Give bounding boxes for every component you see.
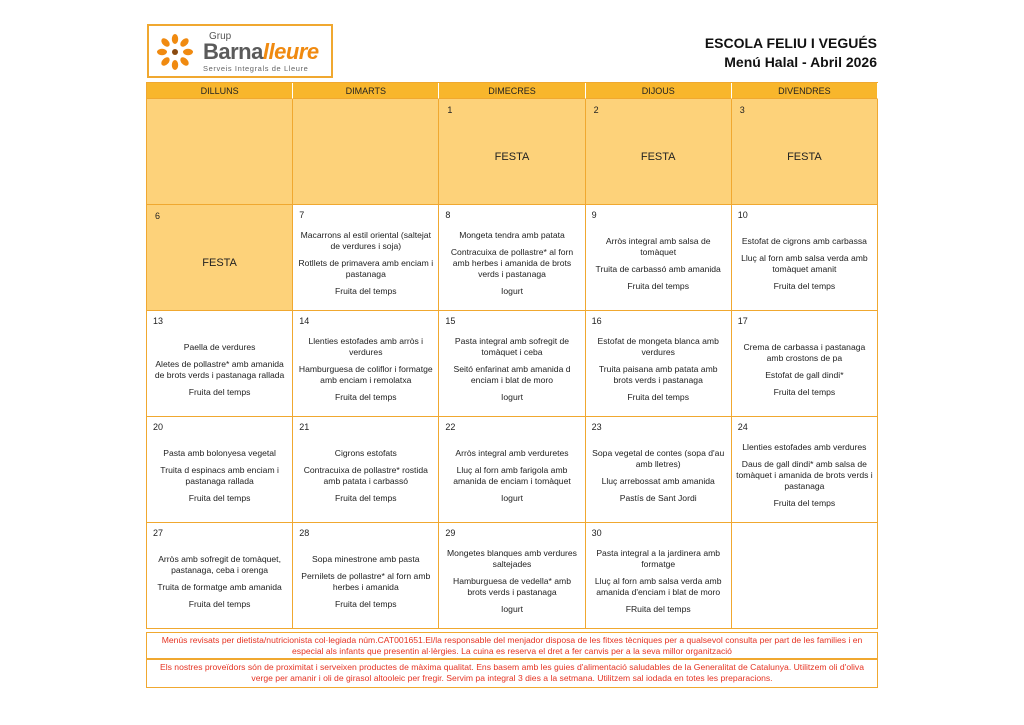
day-header: DIMARTS bbox=[293, 83, 439, 99]
school-name: ESCOLA FELIU I VEGUÉS bbox=[704, 35, 877, 51]
menu-dish: Fruita del temps bbox=[773, 280, 836, 291]
menu-dish: Fruita del temps bbox=[188, 598, 251, 609]
logo-tagline: Serveis Integrals de Lleure bbox=[203, 64, 309, 73]
day-header: DIMECRES bbox=[439, 83, 585, 99]
menu-day-cell bbox=[586, 417, 732, 523]
day-number: 16 bbox=[591, 316, 602, 326]
menu-day-cell bbox=[293, 205, 439, 311]
menu-day-cell bbox=[147, 311, 293, 417]
day-number: 7 bbox=[299, 210, 305, 220]
menu-dish: Pasta amb bolonyesa vegetal bbox=[163, 447, 276, 458]
day-number: 28 bbox=[299, 528, 310, 538]
menu-calendar bbox=[146, 82, 878, 629]
menu-dish: Estofat de cigrons amb carbassa bbox=[741, 235, 867, 246]
holiday-cell bbox=[293, 99, 439, 205]
menu-dish: Contracuixa de pollastre* al forn amb herbes i amanida de brots verds i pastanaga bbox=[450, 247, 574, 279]
holiday-cell bbox=[147, 205, 293, 311]
menu-dish: Lluç arrebossat amb amanida bbox=[601, 475, 715, 486]
menu-dish: Hamburguesa de coliflor i formatge amb enciam i remolatxa bbox=[298, 364, 433, 385]
menu-dish: Mongetes blanques amb verdures saltejades bbox=[447, 548, 577, 569]
day-number: 22 bbox=[445, 422, 456, 432]
menu-dish: Mongeta tendra amb patata bbox=[459, 230, 565, 240]
menu-dish: Truita de formatge amb amanida bbox=[157, 581, 282, 592]
menu-dish: Truita paisana amb patata amb brots verds i pastanaga bbox=[598, 364, 718, 385]
menu-dish: Fruita del temps bbox=[627, 392, 689, 402]
menu-day-cell bbox=[439, 311, 585, 417]
menu-dish: Iogurt bbox=[501, 286, 523, 296]
flower-logo-icon bbox=[155, 32, 195, 72]
day-number: 14 bbox=[299, 316, 310, 326]
day-number: 24 bbox=[737, 422, 748, 432]
day-number: 17 bbox=[737, 316, 748, 326]
menu-day-cell bbox=[732, 205, 878, 311]
holiday-cell bbox=[439, 99, 585, 205]
menu-day-cell bbox=[586, 311, 732, 417]
menu-day-cell bbox=[293, 311, 439, 417]
menu-dish: Seitó enfarinat amb amanida d enciam i blat de moro bbox=[453, 364, 571, 385]
menu-dish: Fruita del temps bbox=[334, 492, 397, 503]
menu-day-cell bbox=[293, 523, 439, 629]
day-header: DIVENDRES bbox=[732, 83, 878, 99]
menu-dish: Cigrons estofats bbox=[334, 447, 397, 458]
day-number: 8 bbox=[445, 210, 451, 220]
day-header: DILLUNS bbox=[147, 83, 293, 99]
menu-dish: Arròs amb sofregit de tomàquet, pastanaga, ceba i orenga bbox=[158, 553, 281, 575]
day-number: 23 bbox=[591, 422, 602, 432]
menu-dish: Lluç al forn amb salsa verda amb amanida d'enciam i blat de moro bbox=[594, 576, 722, 597]
menu-dish: Fruita del temps bbox=[773, 498, 836, 508]
menu-day-cell bbox=[439, 417, 585, 523]
holiday-cell bbox=[586, 99, 732, 205]
menu-dish: Daus de gall dindi* amb salsa de tomàquet i amanida de brots verds i pastanaga bbox=[736, 459, 873, 491]
menu-day-cell bbox=[732, 311, 878, 417]
day-number: 29 bbox=[445, 528, 456, 538]
day-number: 9 bbox=[591, 210, 597, 220]
menu-dish: Fruita del temps bbox=[773, 386, 836, 397]
menu-day-cell bbox=[732, 523, 878, 629]
day-number: 2 bbox=[593, 105, 599, 115]
day-header: DIJOUS bbox=[586, 83, 732, 99]
menu-dish: Lluç al forn amb salsa verda amb tomàquet amanit bbox=[741, 252, 868, 274]
logo-grup-text: Grup bbox=[209, 31, 232, 42]
company-logo bbox=[147, 24, 333, 78]
menu-dish: Pastís de Sant Jordi bbox=[619, 492, 697, 503]
school-header bbox=[705, 34, 877, 72]
menu-day-cell bbox=[586, 523, 732, 629]
menu-dish: Fruita del temps bbox=[188, 492, 251, 503]
day-number: 10 bbox=[737, 210, 748, 220]
menu-dish: Hamburguesa de vedella* amb brots verds i pastanaga bbox=[452, 576, 571, 597]
menu-dish: Macarrons al estil oriental (saltejat de verdures i soja) bbox=[300, 230, 431, 251]
menu-dish: Pasta integral a la jardinera amb formatge bbox=[596, 548, 721, 569]
menu-dish: Fruita del temps bbox=[334, 286, 397, 296]
day-number: 3 bbox=[739, 105, 745, 115]
menu-dish: Estofat de gall dindi* bbox=[765, 369, 844, 380]
menu-dish: Truita de carbassó amb amanida bbox=[595, 263, 721, 274]
menu-dish: Sopa minestrone amb pasta bbox=[312, 553, 420, 564]
day-number: 30 bbox=[591, 528, 602, 538]
festa-label: FESTA bbox=[787, 151, 822, 163]
holiday-cell bbox=[732, 99, 878, 205]
menu-dish: Estofat de mongeta blanca amb verdures bbox=[597, 336, 719, 357]
menu-dish: Crema de carbassa i pastanaga amb crostons de pa bbox=[743, 341, 866, 363]
menu-day-cell bbox=[439, 205, 585, 311]
menu-day-cell bbox=[147, 417, 293, 523]
menu-day-cell bbox=[293, 417, 439, 523]
menu-dish: Iogurt bbox=[501, 392, 523, 402]
menu-dish: Lluç al forn amb farigola amb amanida de enciam i tomàquet bbox=[453, 464, 571, 486]
day-number: 1 bbox=[447, 105, 453, 115]
menu-dish: Llenties estofades amb arròs i verdures bbox=[308, 336, 424, 357]
menu-dish: Fruita del temps bbox=[334, 392, 397, 402]
day-number: 13 bbox=[153, 316, 164, 326]
menu-dish: Fruita del temps bbox=[188, 386, 251, 397]
menu-dish: Pasta integral amb sofregit de tomàquet i ceba bbox=[454, 336, 570, 357]
day-number: 6 bbox=[155, 211, 161, 221]
festa-label: FESTA bbox=[640, 151, 676, 163]
menu-day-cell bbox=[586, 205, 732, 311]
day-number: 21 bbox=[299, 422, 310, 432]
menu-dish: Fruita del temps bbox=[334, 598, 397, 609]
menu-dish: Truita d espinacs amb enciam i pastanaga rallada bbox=[160, 464, 279, 486]
menu-dish: Paella de verdures bbox=[183, 341, 256, 352]
menu-dish: Arròs integral amb salsa de tomàquet bbox=[605, 235, 711, 257]
festa-label: FESTA bbox=[202, 257, 237, 269]
menu-day-cell bbox=[732, 417, 878, 523]
holiday-cell bbox=[147, 99, 293, 205]
menu-dish: Iogurt bbox=[501, 492, 523, 503]
menu-dish: Fruita del temps bbox=[627, 280, 689, 291]
menu-dish: Aletes de pollastre* amb amanida de brots verds i pastanaga rallada bbox=[154, 358, 285, 380]
menu-dish: Iogurt bbox=[501, 604, 523, 614]
dietitian-note: Menús revisats per dietista/nutricionista col·legiada núm.CAT001651.El/la responsable del menjador disposa de les fitxes tècniques per a qualsevol consulta per part de les families i en especial als infants que presentin al·lèrgies. La cuina es reserva el dret a fer canvis per a la seva millor organització bbox=[146, 632, 878, 659]
menu-dish: Arròs integral amb verduretes bbox=[455, 447, 569, 458]
menu-dish: Rotllets de primavera amb enciam i pastanaga bbox=[298, 258, 434, 279]
festa-label: FESTA bbox=[494, 151, 530, 163]
menu-day-cell bbox=[439, 523, 585, 629]
day-number: 15 bbox=[445, 316, 456, 326]
menu-day-cell bbox=[147, 523, 293, 629]
menu-dish: Llenties estofades amb verdures bbox=[742, 442, 867, 452]
menu-dish: FRuita del temps bbox=[625, 604, 691, 614]
menu-dish: Sopa vegetal de contes (sopa d'au amb lletres) bbox=[592, 447, 725, 469]
menu-subtitle: Menú Halal - Abril 2026 bbox=[724, 54, 877, 70]
day-number: 20 bbox=[153, 422, 164, 432]
logo-brand-name: Barnalleure bbox=[203, 39, 319, 64]
menu-dish: Pernilets de pollastre* al forn amb herbes i amanida bbox=[301, 570, 431, 592]
day-number: 27 bbox=[153, 528, 164, 538]
suppliers-note: Els nostres proveïdors són de proximitat i serveixen productes de màxima qualitat. Ens basem amb les guies d'alimentació saludables de la Generalitat de Catalunya. Utilitzem oli d'oliva verge per amanir i oli de girasol altooleic per fregir. Servim pa integral 3 dies a la setmana. Utilitzem sal iodada en totes les preparacions. bbox=[146, 659, 878, 688]
menu-dish: Contracuixa de pollastre* rostida amb patata i carbassó bbox=[303, 464, 428, 486]
